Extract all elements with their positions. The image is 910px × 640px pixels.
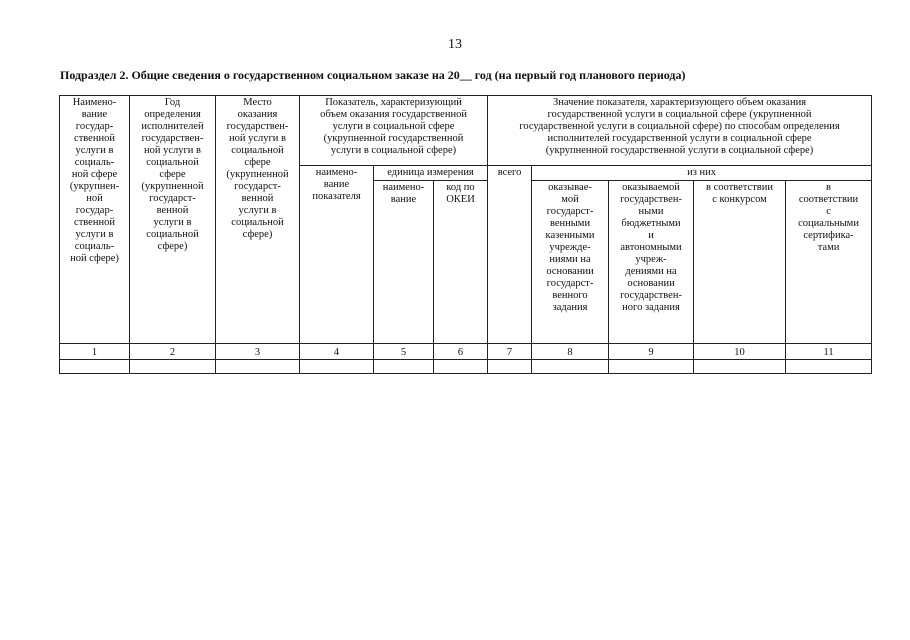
header-row-1 (60, 96, 872, 166)
empty-cell (609, 360, 694, 374)
empty-cell (374, 360, 434, 374)
column-number: 11 (786, 344, 872, 360)
column-number: 1 (60, 344, 130, 360)
subsection-title: Подраздел 2. Общие сведения о государственном социальном заказе на 20__ год (на первый год планового периода) (60, 68, 686, 82)
header-place: Место оказания государствен- ной услуги в социальной сфере (укрупненной государст- венной услуги в социальной сфере) (216, 96, 300, 344)
header-state-owned: оказывае- мой государст- венными казенными учрежде- ниями на основании государст- венного задания (532, 181, 609, 344)
column-number: 3 (216, 344, 300, 360)
page-number: 13 (448, 37, 462, 52)
column-number: 5 (374, 344, 434, 360)
header-of-them: из них (532, 166, 872, 181)
column-number: 8 (532, 344, 609, 360)
empty-cell (216, 360, 300, 374)
column-number: 9 (609, 344, 694, 360)
header-value-group: Значение показателя, характеризующего объем оказания государственной услуги в социальной сфере (укрупненной государственной услуги в социальной сфере) по способам определения исполнителей государственной услуги в социальной сфере (укрупненной государственной услуги в социальной сфере) (488, 96, 872, 166)
column-number: 2 (130, 344, 216, 360)
column-number: 7 (488, 344, 532, 360)
header-unit-group: единица измерения (374, 166, 488, 181)
empty-cell (532, 360, 609, 374)
empty-cell (300, 360, 374, 374)
header-budget-autonomous: оказываемой государствен- ными бюджетными и автономными учреж- дениями на основании государствен- ного задания (609, 181, 694, 344)
column-number-row (60, 344, 872, 360)
column-number: 6 (434, 344, 488, 360)
header-total: всего (488, 166, 532, 344)
header-indicator-group: Показатель, характеризующий объем оказания государственной услуги в социальной сфере (укрупненной государственной услуги в социальной сфере) (300, 96, 488, 166)
social-order-table (59, 95, 872, 374)
empty-cell (434, 360, 488, 374)
header-year: Год определения исполнителей государствен- ной услуги в социальной сфере (укрупненной государст- венной услуги в социальной сфере) (130, 96, 216, 344)
empty-cell (60, 360, 130, 374)
header-competition: в соответствии с конкурсом (694, 181, 786, 344)
column-number: 4 (300, 344, 374, 360)
header-unit-code: код по ОКЕИ (434, 181, 488, 344)
empty-cell (694, 360, 786, 374)
empty-cell (488, 360, 532, 374)
header-service-name: Наимено- вание государ- ственной услуги в социаль- ной сфере (укрупнен- ной государ- ственной услуги в социаль- ной сфере) (60, 96, 130, 344)
header-unit-name: наимено- вание (374, 181, 434, 344)
empty-cell (130, 360, 216, 374)
header-indicator-name: наимено- вание показателя (300, 166, 374, 344)
header-social-certificates: в соответствии с социальными сертифика- тами (786, 181, 872, 344)
empty-cell (786, 360, 872, 374)
column-number: 10 (694, 344, 786, 360)
empty-data-row (60, 360, 872, 374)
